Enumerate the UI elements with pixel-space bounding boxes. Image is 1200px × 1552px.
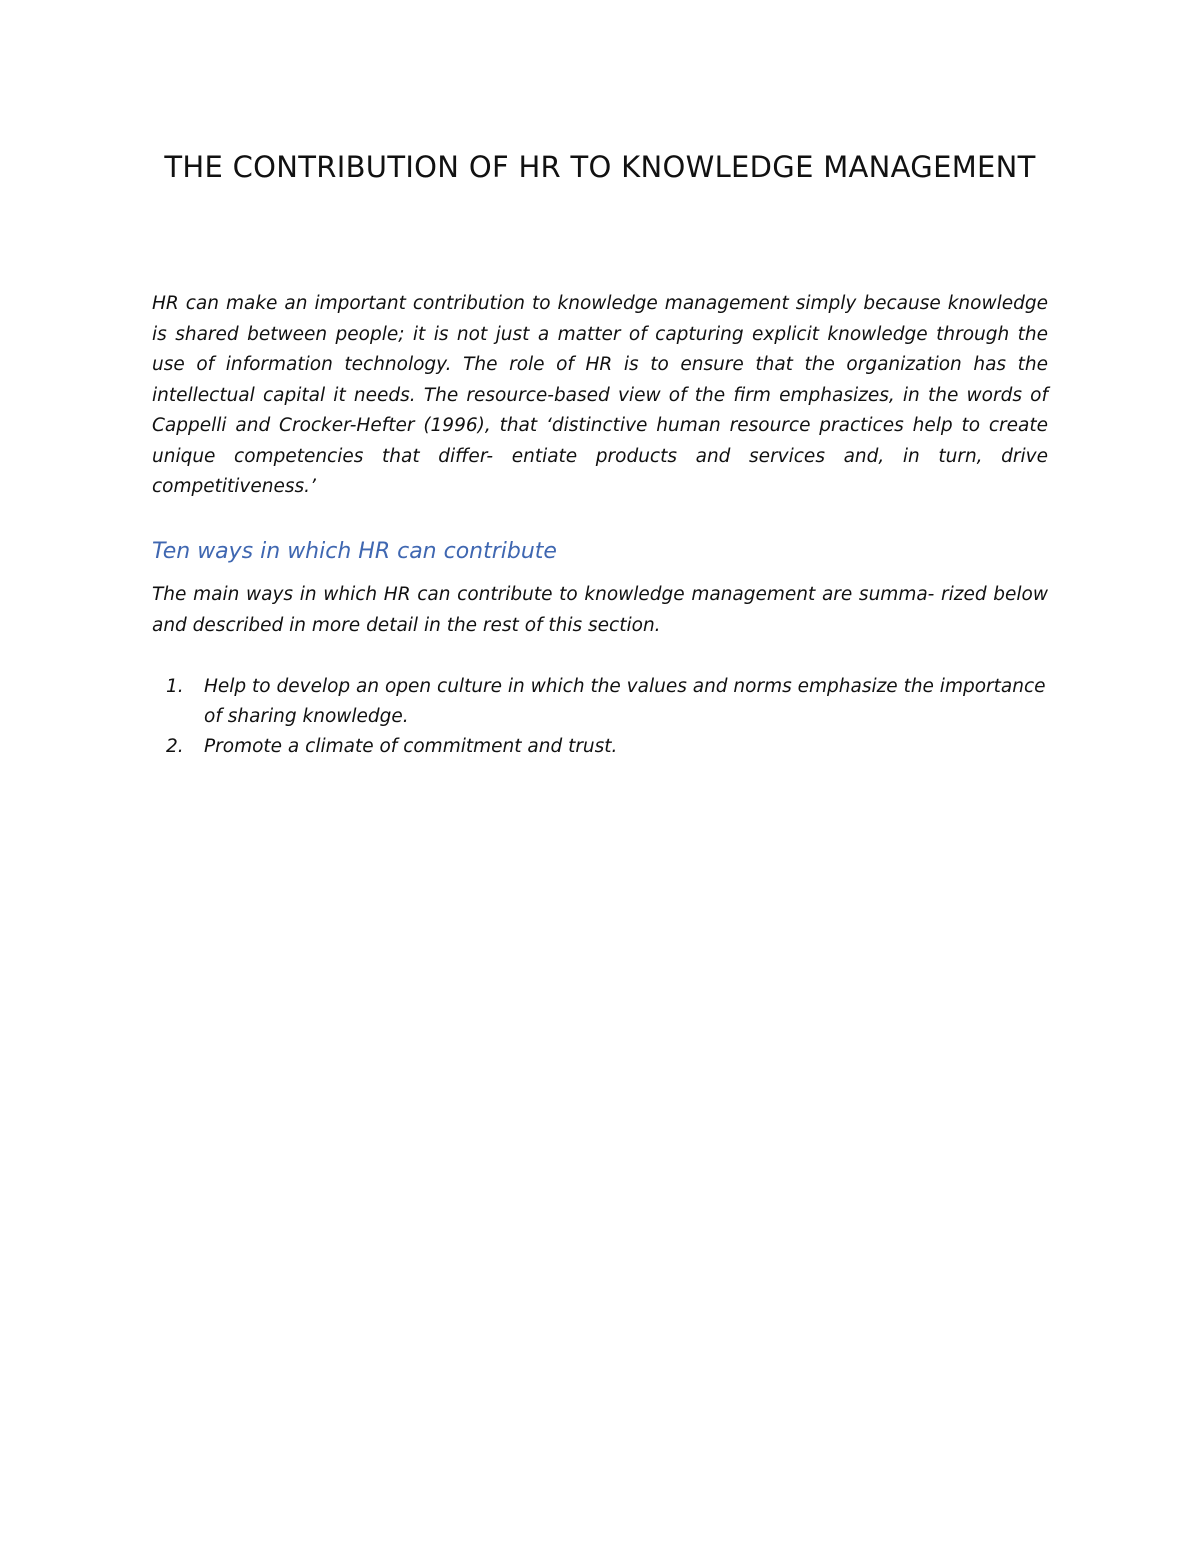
list-item-number: 1. — [166, 676, 184, 697]
page-title: THE CONTRIBUTION OF HR TO KNOWLEDGE MANAGEMENT — [164, 150, 1036, 184]
list-item-text: Help to develop an open culture in which the values and norms emphasize the importance of sharing knowledge. — [204, 676, 1046, 727]
ways-list — [152, 672, 1048, 762]
intro-paragraph: HR can make an important contribution to knowledge management simply because knowledge is shared between people; it is not just a matter of capturing explicit knowledge through the use of information technology. The role of HR is to ensure that the organization has the intellectual capital it needs. The resource-based view of the firm emphasizes, in the words of Cappelli and Crocker-Hefter (1996), that ‘distinctive human resource practices help to create unique competencies that differ- entiate products and services and, in turn, drive competitiveness.’ — [152, 293, 1048, 497]
list-item-text: Promote a climate of commitment and trust. — [204, 736, 618, 757]
section-subheading: Ten ways in which HR can contribute — [152, 539, 557, 564]
list-item-number: 2. — [166, 736, 184, 757]
list-item — [152, 672, 1048, 732]
lead-paragraph: The main ways in which HR can contribute to knowledge management are summa- rized below and described in more detail in the rest of this section. — [152, 584, 1048, 636]
list-item — [152, 732, 1048, 762]
